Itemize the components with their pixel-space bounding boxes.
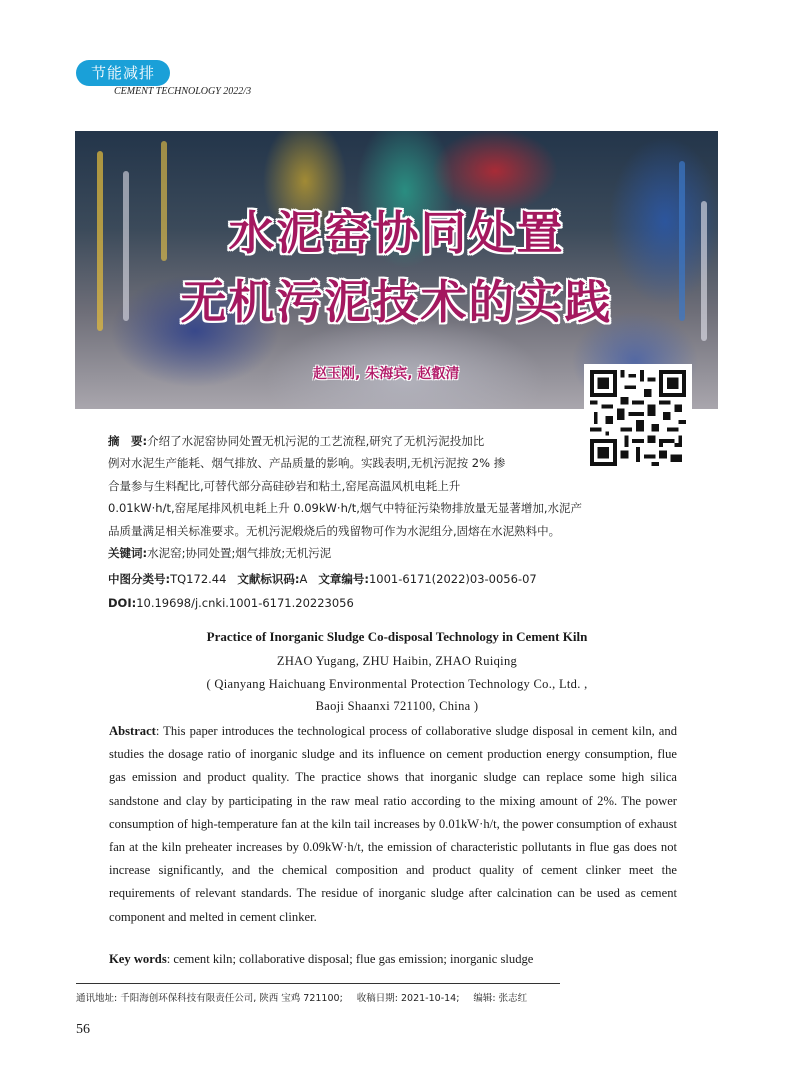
zh-abstract-line: 合量参与生料配比,可替代部分高硅砂岩和粘土,窑尾高温风机电耗上升 — [108, 478, 461, 493]
zh-authors: 赵玉刚, 朱海宾, 赵叡清 — [313, 366, 460, 382]
zh-abstract — [108, 430, 584, 542]
clc-label: 中图分类号: — [108, 572, 171, 586]
clc-value: TQ172.44 — [170, 572, 227, 586]
en-affiliation-line-2: Baoji Shaanxi 721100, China ) — [315, 699, 479, 713]
en-keywords-value: : cement kiln; collaborative disposal; flue gas emission; inorganic sludge — [166, 952, 534, 966]
en-keywords — [109, 952, 677, 967]
footnote-address: 通讯地址: 千阳海创环保科技有限责任公司, 陕西 宝鸡 721100; — [76, 993, 343, 1004]
en-abstract — [109, 720, 677, 929]
zh-title-line-1: 水泥窑协同处置 — [228, 206, 565, 260]
en-affiliation-line-1: ( Qianyang Haichuang Environmental Protection Technology Co., Ltd. , — [206, 677, 588, 691]
zh-keywords-label: 关键词: — [108, 546, 148, 560]
doi-label: DOI: — [108, 596, 137, 610]
zh-abstract-line: 0.01kW·h/t,窑尾尾排风机电耗上升 0.09kW·h/t,烟气中特征污染物排放量无显著增加,水泥产 — [108, 501, 583, 516]
doi-line — [108, 596, 708, 610]
zh-classification — [108, 571, 708, 587]
footnote — [76, 990, 716, 1004]
doi-value: 10.19698/j.cnki.1001-6171.20223056 — [136, 596, 354, 610]
footnote-received: 收稿日期: 2021-10-14; — [356, 993, 460, 1004]
en-keywords-label: Key words — [109, 952, 167, 966]
journal-running-header: CEMENT TECHNOLOGY 2022/3 — [114, 86, 252, 97]
zh-title-line-2: 无机污泥技术的实践 — [180, 275, 613, 329]
en-authors: ZHAO Yugang, ZHU Haibin, ZHAO Ruiqing — [276, 654, 518, 668]
en-abstract-label: Abstract — [109, 724, 156, 738]
articleno-label: 文章编号: — [318, 572, 369, 586]
zh-abstract-label: 摘 要: — [108, 434, 148, 448]
en-abstract-text: : This paper introduces the technological process of collaborative sludge disposal in cement kiln, and studies the dosage ratio of inorganic sludge and its influence on cement production energy consumption, flue gas emission and product quality. The practice shows that inorganic sludge can replace some high silica sandstone and clay by participating in the raw meal ratio according to the mixing amount of 2%. The power consumption of high-temperature fan at the kiln tail increases by 0.01kW·h/t, the power consumption of exhaust fan at the kiln preheater increases by 0.09kW·h/t, the emission of characteristic pollutants in flue gas does not increase significantly, and the chemical composition and product quality of cement clinker meet the requirements of relevant standards. The residue of inorganic sludge after calcination can be used as cement component and melted in cement clinker. — [109, 724, 677, 924]
footnote-editor: 编辑: 张志红 — [473, 993, 528, 1004]
doccode-label: 文献标识码: — [237, 572, 300, 586]
zh-keywords — [108, 545, 708, 561]
zh-keywords-value: 水泥窑;协同处置;烟气排放;无机污泥 — [147, 546, 332, 560]
footnote-divider — [76, 983, 560, 984]
articleno-value: 1001-6171(2022)03-0056-07 — [368, 572, 537, 586]
zh-abstract-line: 例对水泥生产能耗、烟气排放、产品质量的影响。实践表明,无机污泥按 2% 掺 — [108, 456, 506, 471]
section-badge: 节能减排 — [76, 60, 170, 86]
en-title: Practice of Inorganic Sludge Co-disposal Technology in Cement Kiln — [206, 629, 588, 644]
doccode-value: A — [299, 572, 308, 586]
zh-abstract-line: 介绍了水泥窑协同处置无机污泥的工艺流程,研究了无机污泥投加比 — [147, 434, 485, 448]
qr-code-icon — [584, 364, 692, 472]
page-number: 56 — [76, 1022, 90, 1037]
zh-abstract-line: 品质量满足相关标准要求。无机污泥煅烧后的残留物可作为水泥组分,固熔在水泥熟料中。 — [108, 523, 561, 538]
